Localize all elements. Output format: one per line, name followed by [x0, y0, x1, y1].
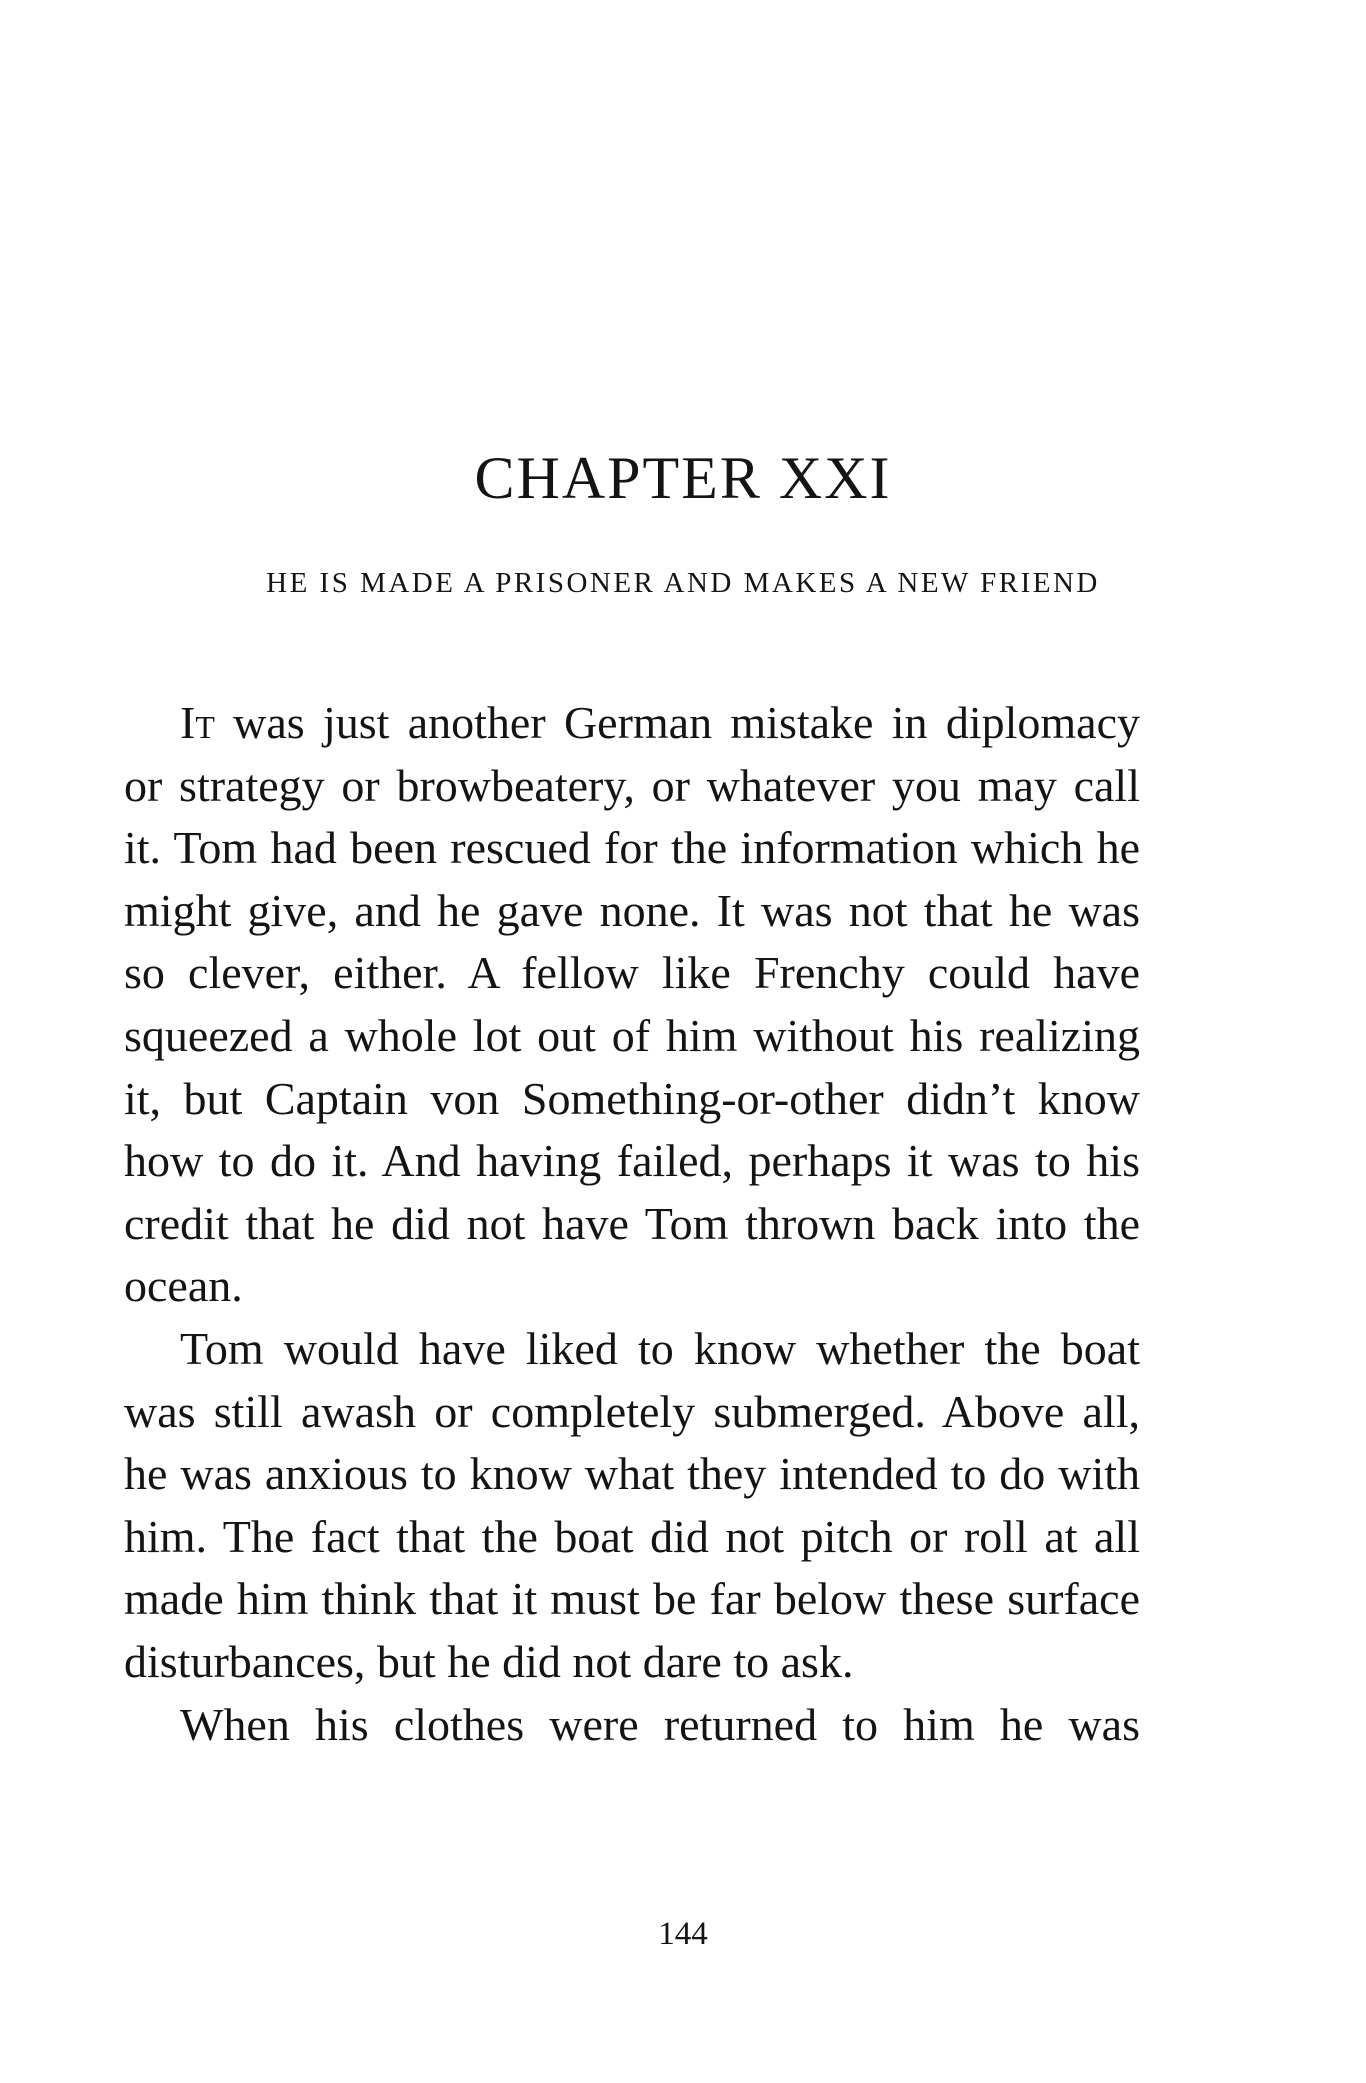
paragraph-text: When his clothes were returned to him he was	[180, 1698, 1140, 1750]
paragraph-lead-word: It	[180, 697, 215, 748]
page-number: 144	[658, 1916, 708, 1952]
chapter-subtitle: HE IS MADE A PRISONER AND MAKES A NEW FRIEND	[266, 567, 1100, 599]
paragraph-text: Tom would have liked to know whether the boat was still awash or completely submerged. Above all, he was anxious to know what they intended to do with him. The fact that the boat did not pitch or roll at all made him think that it must be far below these surface disturbances, but he did not dare to ask.	[124, 1322, 1140, 1687]
paragraph-text: was just another German mistake in diplomacy or strategy or browbeatery, or whatever you may call it. Tom had been rescued for the information which he might give, and he gave none. It was not that he was so clever, either. A fellow like Frenchy could have squeezed a whole lot out of him without his realizing it, but Captain von Something-or-other didn’t know how to do it. And having failed, perhaps it was to his credit that he did not have Tom thrown back into the ocean.	[124, 697, 1140, 1312]
paragraph	[124, 692, 1140, 1318]
chapter-title: CHAPTER XXI	[474, 445, 892, 511]
paragraph	[124, 1694, 1140, 1757]
paragraph	[124, 1318, 1140, 1694]
body-text	[124, 692, 1140, 1756]
